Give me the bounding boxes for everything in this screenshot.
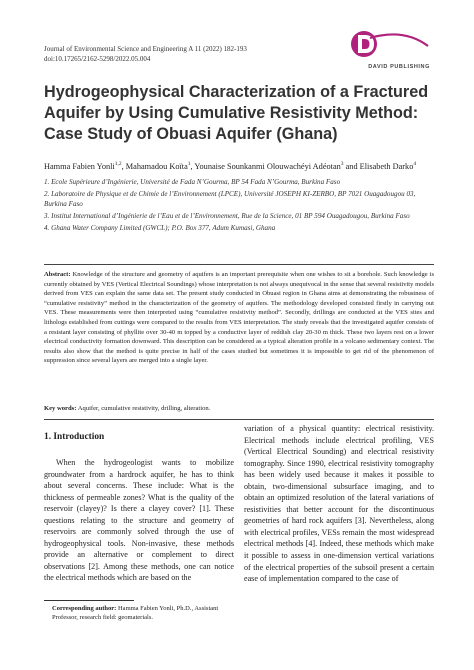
keywords-text: Aquifer, cumulative resistivity, drilling, alteration. bbox=[77, 405, 211, 412]
author-list: Hamma Fabien Yonli$^{1,2}$, Mahamadou Koïta$^1$, Younaise Sounkanmi Olouwachéyi Adéotan$^3$ and Elisabeth Darko$^4$ bbox=[44, 161, 417, 171]
affiliation-3: 3. Institut International d’Ingénierie de l’Eau et de l’Environnement, Rue de la Science, 01 BP 594 Ouagadougou, Burkina Faso bbox=[44, 212, 410, 221]
abstract-label: Abstract: bbox=[44, 271, 71, 278]
footnote-rule bbox=[44, 600, 134, 601]
doi: doi:10.17265/2162-5298/2022.05.004 bbox=[44, 54, 151, 63]
publisher-name: DAVID PUBLISHING bbox=[368, 64, 430, 70]
affiliation-2: 2. Laboratoire de Physique et de Chimie de l’Environnement (LPCE), Université JOSEPH KI-ZERBO, BP 7021 Ouagadougou 03, Burkina Faso bbox=[44, 189, 416, 209]
abstract-text: Knowledge of the structure and geometry of aquifers is an important prerequisite when one wishes to sit a borehole. Such knowledge is currently obtained by VES (Vertical Electrical Soundings) whose interpretation is not always unequivocal in the sense that several resistivity models derived from VES can explain the same data set. The present study conducted in Obuasi region in Ghana aims at demonstrating the robustness of “cumulative resistivity” method in the characterization of the geometry of aquifers. The methodology developed consisted firstly in carrying out VES. These measurements were then interpreted using “cumulative resistivity method”. Secondly, drillings are conducted at the VES sites and lithologs established from cuttings were compared to the results from VES interpretation. The study reveals that the investigated aquifer consists of a resistant layer consisting of phyllite over 30-40 m topped by a conductive layer of reddish clay 20-30 m thick. These two layers rest on a lower electrical conductivity formation downward. This description can be considered as a typical alteration profile in a volcano sedimentary context. The results also show that the method is quite precise in half of the cases studied but sometimes it is impossible to get rid of the phenomenon of suppression since several layers are merged into a single layer. bbox=[44, 271, 434, 365]
publisher-logo-mark bbox=[344, 26, 430, 66]
keywords bbox=[44, 405, 434, 412]
affiliation-4: 4. Ghana Water Company Limited (GWCL); P.O. Box 377, Adum Kumasi, Ghana bbox=[44, 223, 276, 232]
abstract-top-rule bbox=[44, 264, 434, 265]
footnote-label: Corresponding author: bbox=[52, 605, 117, 612]
journal-header bbox=[44, 45, 247, 64]
intro-column-left: When the hydrogeologist wants to mobilize groundwater from a hardrock aquifer, he has to think about several concerns. These include: What is the thickness of permeable zones? What is the quality of the reservoir (clayey)? Is there a clayey cover? [1]. These questions relating to the structure and geometry of reservoirs are commonly solved through the use of hydrogeophysical tools. Non-invasive, these methods provide an alternative or complement to direct observations [2]. Among these methods, one can notice the electrical methods which are based on the bbox=[44, 458, 234, 583]
section-heading: 1. Introduction bbox=[44, 432, 105, 442]
abstract-bottom-rule bbox=[44, 419, 434, 420]
footnote-text: Hamma Fabien Yonli, Ph.D., Assistant Professor, research field: geomaterials. bbox=[52, 605, 219, 621]
abstract bbox=[44, 270, 434, 366]
footnote bbox=[52, 604, 232, 622]
publisher-logo bbox=[344, 26, 430, 76]
affiliations bbox=[44, 177, 434, 235]
keywords-label: Key words: bbox=[44, 405, 77, 412]
intro-column-right: variation of a physical quantity: electrical resistivity. Electrical methods include electrical profiling, VES (Vertical Electrical Sounding) and electrical resistivity tomography. Since 1990, electrical resistivity tomography has been widely used because it makes it possible to obtain, two-dimensional subsurface imaging, and to obtain an optimized resolution of the lateral variations of resistivities that better account for the discontinuous geometries of hard rock aquifers [3]. Nevertheless, along with electrical profiles, VESs remain the most widespread electrical methods [4]. Indeed, these methods which make it possible to assess in one-dimension vertical variations of the electrical properties of the subsoil present a certain ease of implementation compared to the case of bbox=[244, 424, 434, 584]
affiliation-1: 1. Ecole Supérieure d’Ingénierie, Université de Fada N’Gourma, BP 54 Fada N’Gourma, Burkina Faso bbox=[44, 178, 341, 186]
paper-title: Hydrogeophysical Characterization of a Fractured Aquifer by Using Cumulative Resistivity Method: Case Study of Obuasi Aquifer (Ghana) bbox=[44, 83, 429, 143]
journal-citation: Journal of Environmental Science and Engineering A 11 (2022) 182-193 bbox=[44, 45, 247, 53]
